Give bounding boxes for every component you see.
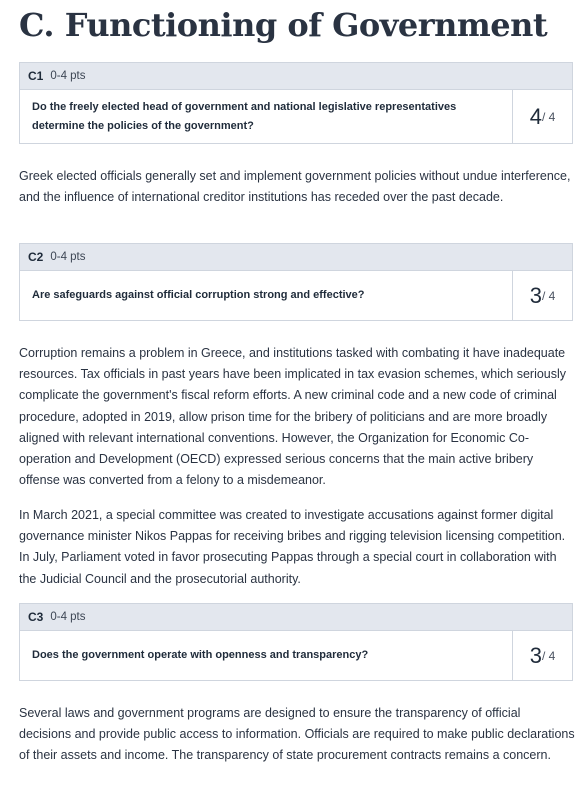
section-title: C. Functioning of Government [19, 6, 548, 44]
indicator-score [513, 631, 572, 680]
paragraph-c3-1: Several laws and government programs are designed to ensure the transparency of official decisions and provide public access to information. Officials are required to make public declarations of their assets and income. The transparency of state procurement contracts remains a concern. [19, 706, 575, 763]
indicator-header [20, 63, 572, 90]
indicator-score [513, 90, 572, 143]
indicator-c1 [19, 62, 573, 144]
indicator-code: C2 [28, 250, 44, 264]
paragraph-c2-1: Corruption remains a problem in Greece, and institutions tasked with combating it have inadequate resources. Tax officials in past years have been implicated in tax evasion schemes, which seriously complicate the government's fiscal reform efforts. A new criminal code and a new code of criminal procedure, adopted in 2019, allow prison time for the bribery of politicians and are more broadly aligned with relevant international conventions. However, the Organization for Economic Co-operation and Development (OECD) expressed serious concerns that the main active bribery offense was converted from a felony to a misdemeanor. [19, 346, 567, 488]
indicator-body [20, 90, 572, 143]
indicator-c2 [19, 243, 573, 321]
indicator-question: Do the freely elected head of government and national legislative representatives determine the policies of the government? [20, 90, 513, 143]
indicator-body [20, 631, 572, 680]
indicator-points: 0-4 pts [50, 251, 86, 263]
score-max: / 4 [541, 288, 556, 303]
indicator-score [513, 271, 572, 320]
indicator-body [20, 271, 572, 320]
paragraph-c2-2: In March 2021, a special committee was created to investigate accusations against former digital governance minister Nikos Pappas for receiving bribes and rigging television licensing competition. In July, Parliament voted in favor prosecuting Pappas through a special court in collaboration with the Judicial Council and the prosecutorial authority. [19, 508, 566, 586]
score-value: 3 [529, 642, 542, 668]
indicator-question: Does the government operate with openness and transparency? [20, 631, 513, 680]
indicator-code: C3 [28, 610, 44, 624]
indicator-c3 [19, 603, 573, 681]
indicator-points: 0-4 pts [50, 70, 86, 82]
indicator-points: 0-4 pts [50, 611, 86, 623]
indicator-question: Are safeguards against official corruption strong and effective? [20, 271, 513, 320]
paragraph-c1-1: Greek elected officials generally set and implement government policies without undue interference, and the influence of international creditor institutions has receded over the past decade. [19, 169, 571, 205]
score-value: 4 [529, 103, 542, 129]
indicator-code: C1 [28, 69, 44, 83]
indicator-header [20, 604, 572, 631]
indicator-header [20, 244, 572, 271]
score-max: / 4 [541, 648, 556, 663]
score-value: 3 [529, 282, 542, 308]
score-max: / 4 [541, 109, 556, 124]
